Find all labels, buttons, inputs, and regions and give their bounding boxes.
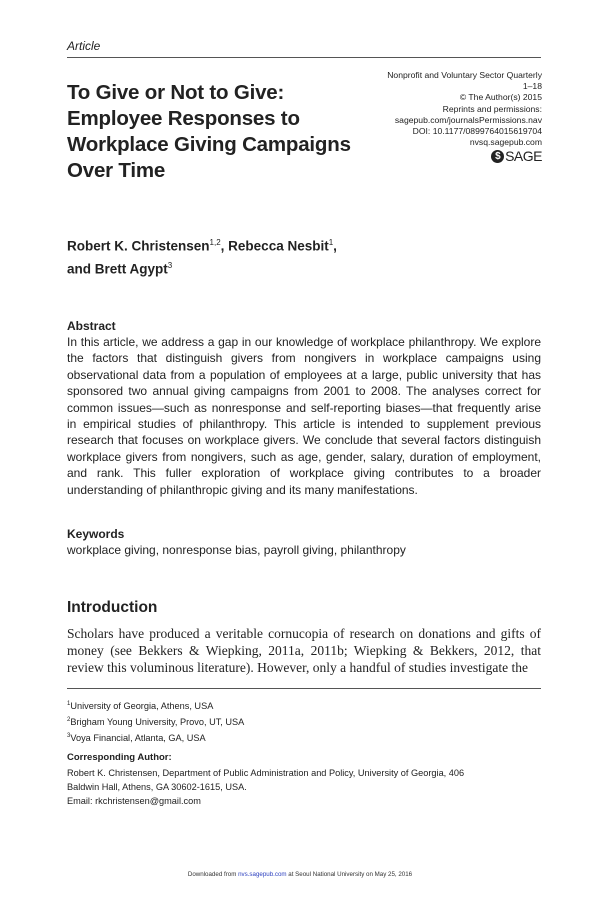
reprints-label: Reprints and permissions: [442,103,542,114]
journal-info-block [387,70,542,163]
affiliation-item: $^2$Brigham Young University, Provo, UT, USA [67,717,245,728]
download-note: Downloaded from nvs.sagepub.com at Seoul National University on May 25, 2016 [187,871,413,878]
corresponding-line: Robert K. Christensen, Department of Public Administration and Policy, University of Georgia, 406 [67,768,465,778]
permissions-url: sagepub.com/journalsPermissions.nav [394,114,542,125]
keywords-heading: Keywords [67,527,125,541]
corresponding-author-details [67,766,547,808]
introduction-heading: Introduction [67,599,158,616]
corresponding-line: Baldwin Hall, Athens, GA 30602-1615, USA. [67,782,247,792]
affiliations-list [67,697,244,745]
journal-url: nvsq.sagepub.com [469,137,542,148]
author-affiliation-sup: 1,2 [209,238,221,247]
corresponding-author-heading: Corresponding Author: [67,752,172,763]
affiliation-item: $^1$University of Georgia, Athens, USA [67,701,214,712]
doi: DOI: 10.1177/0899764015619704 [412,126,542,137]
author-name: Rebecca Nesbit [228,238,329,254]
author-name: Robert K. Christensen [67,238,210,254]
title-line: Workplace Giving Campaigns [67,133,351,156]
footnote-divider [67,688,541,689]
corresponding-email: Email: rkchristensen@gmail.com [67,796,201,806]
article-title [67,80,387,184]
abstract-heading: Abstract [67,319,116,333]
keywords-body: workplace giving, nonresponse bias, payroll giving, philanthropy [67,543,406,557]
journal-name: Nonprofit and Voluntary Sector Quarterly [387,70,542,80]
abstract-body: In this article, we address a gap in our knowledge of workplace philanthropy. We explore the factors that distinguish givers from nongivers in workplace campaigns using observational data from a population of employees at a large, public university that has sponsored two annual giving campaigns from 2001 to 2008. The analyses correct for common issues—such as nonresponse and self-reporting biases—that frequently arise in empirical studies of philanthropy. This article is intended to supplement previous research that focuses on workplace givers. We conclude that several factors distinguish workplace givers from nongivers, such as age, gender, salary, duration of employment, and rank. This fuller exploration of workplace giving contributes to a broader understanding of philanthropic giving and its many manifestations. [67,335,541,497]
copyright: © The Author(s) 2015 [459,92,542,103]
introduction-body: Scholars have produced a veritable cornucopia of research on donations and gifts of money (see Bekkers & Wiepking, 2011a, 2011b; Wiepking & Bekkers, 2012, that review this voluminous literature). However, only a handful of studies investigate the [67,626,541,676]
author-affiliation-sup: 3 [167,260,173,270]
header-divider [67,57,541,58]
sage-logo-text: SAGE [505,148,542,165]
affiliation-item: $^3$Voya Financial, Atlanta, GA, USA [67,733,206,744]
title-line: Employee Responses to [67,107,300,130]
download-source-link[interactable]: nvs.sagepub.com [238,871,287,878]
sage-s-circle-icon: $ [491,150,504,163]
article-type-label: Article [67,39,101,53]
sage-logo [491,150,542,163]
author-list: Robert K. Christensen$^{1,2}$, Rebecca Nesbit$^1$, and Brett Agypt$^3$ [67,238,337,276]
author-name: Brett Agypt [94,261,168,276]
title-line: Over Time [67,159,166,182]
title-line: To Give or Not to Give: [67,81,285,104]
page-range: 1–18 [522,81,542,92]
author-affiliation-sup: 1 [328,238,334,247]
